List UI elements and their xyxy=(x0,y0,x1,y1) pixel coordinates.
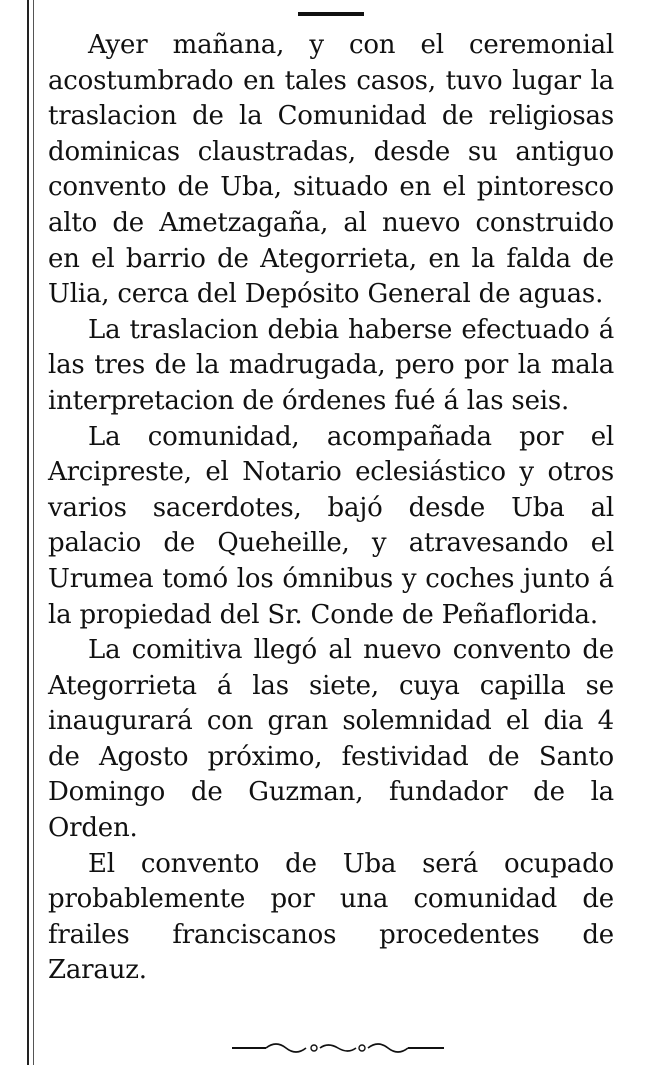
news-article xyxy=(48,28,614,989)
article-paragraph-1: Ayer mañana, y con el ceremonial acostumbrado en tales casos, tuvo lugar la traslacion de la Comunidad de religiosas dominicas claustradas, desde su antiguo convento de Uba, situado en el pintoresco alto de Ametzagaña, al nuevo construido en el barrio de Ategorrieta, en la falda de Ulia, cerca del Depósito General de aguas. xyxy=(48,30,614,310)
article-paragraph-3: La comunidad, acompañada por el Arcipreste, el Notario eclesiástico y otros varios sacerdotes, bajó desde Uba al palacio de Queheille, y atravesando el Urumea tomó los ómnibus y coches junto á la propiedad del Sr. Conde de Peñaflorida. xyxy=(48,421,614,630)
article-paragraph-2: La traslacion debia haberse efectuado á las tres de la madrugada, pero por la mala interpretacion de órdenes fué á las seis. xyxy=(48,314,614,416)
ornamental-flourish-icon xyxy=(232,1040,444,1056)
column-rule-inner xyxy=(33,0,34,1065)
separator-rule-icon xyxy=(298,12,364,16)
article-paragraph-5: El convento de Uba será ocupado probablemente por una comunidad de frailes franciscanos procedentes de Zarauz. xyxy=(48,848,614,986)
column-rule xyxy=(27,0,29,1065)
article-paragraph-4: La comitiva llegó al nuevo convento de Ategorrieta á las siete, cuya capilla se inaugurará con gran solemnidad el dia 4 de Agosto próximo, festividad de Santo Domingo de Guzman, fundador de la Orden. xyxy=(48,635,614,844)
